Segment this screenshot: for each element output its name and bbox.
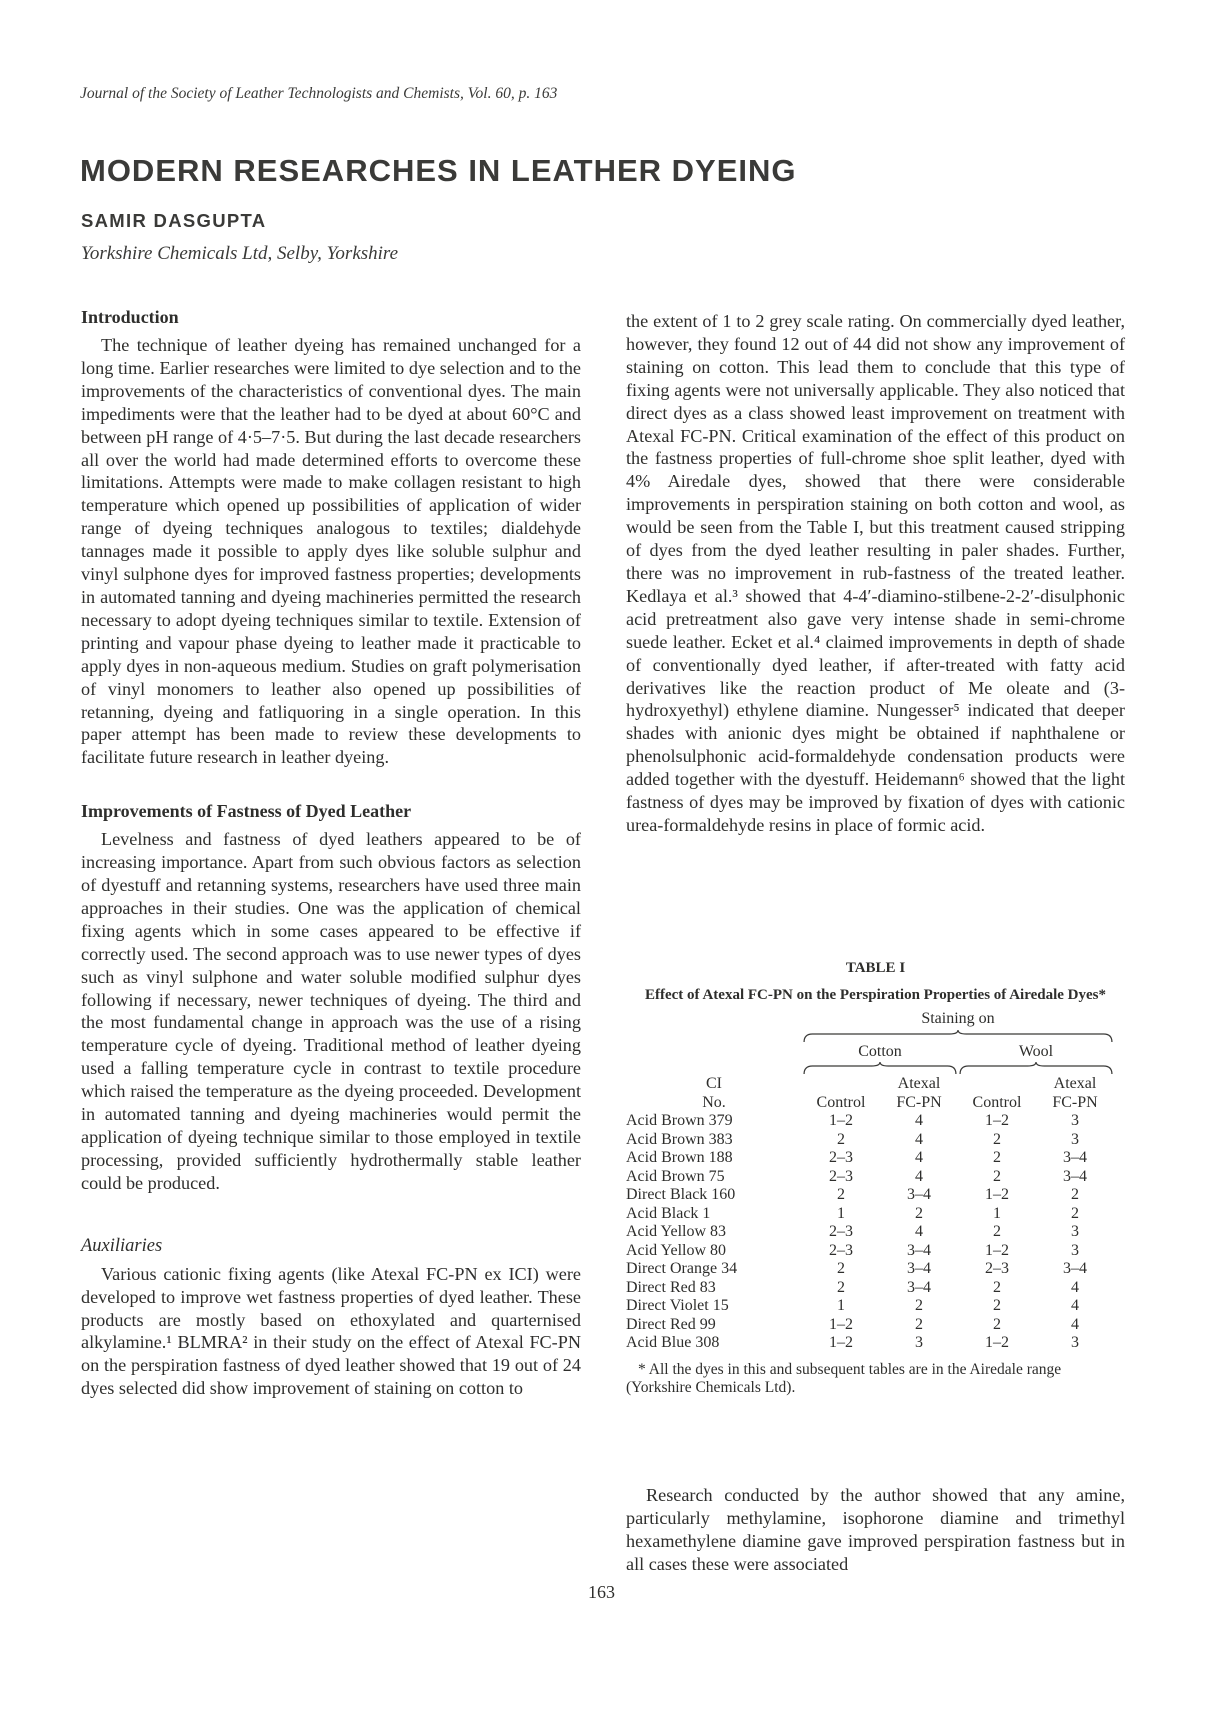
rating-cell: 2 (837, 1260, 845, 1277)
rating-cell: 1 (837, 1204, 845, 1222)
rating-cell: 4 (1071, 1297, 1079, 1314)
brace-cotton (802, 1061, 958, 1075)
header-cotton (802, 1043, 958, 1076)
header-cotton-atexal: Atexal FC-PN (896, 1075, 942, 1111)
rating-cell: 3 (1071, 1112, 1079, 1129)
rating-cell: 2–3 (829, 1241, 853, 1259)
rating-cell: 3 (1071, 1223, 1079, 1240)
table-body (626, 1112, 1114, 1353)
table-row (626, 1334, 1114, 1353)
rating-cell: 3–4 (907, 1278, 931, 1296)
dye-name: Direct Black 160 (626, 1186, 736, 1203)
rating-cell: 1–2 (829, 1334, 853, 1351)
right-column (626, 310, 1125, 837)
rating-cell: 2 (1071, 1204, 1079, 1222)
rating-cell: 1 (837, 1297, 845, 1314)
header-wool-control: Control (972, 1093, 1022, 1111)
rating-cell: 2 (993, 1130, 1001, 1148)
table-row (626, 1131, 1114, 1150)
rating-cell: 4 (915, 1223, 923, 1240)
rating-cell: 2–3 (829, 1223, 853, 1240)
article-title: MODERN RESEARCHES IN LEATHER DYEING (80, 153, 797, 188)
header-ci: CI (706, 1075, 722, 1092)
rating-cell: 3 (1071, 1241, 1079, 1259)
rating-cell: 2 (993, 1149, 1001, 1166)
rating-cell: 3 (1071, 1334, 1079, 1351)
table-row (626, 1279, 1114, 1298)
header-ci-no (626, 1075, 802, 1112)
rating-cell: 2 (915, 1297, 923, 1314)
header-staining-on (802, 1010, 1114, 1043)
introduction-paragraph: The technique of leather dyeing has remained unchanged for a long time. Earlier researches were limited to dye selection and to the improvements of the characteristics of conventional dyes. The main impediments were that the leather had to be dyed at about 60°C and between pH range of 4·5–7·5. But during the last decade researchers all over the world had made determined efforts to overcome these limitations. Attempts were made to make collagen resistant to high temperature which opened up possibilities of application of wider range of dyeing techniques analogous to textiles; dialdehyde tannages made it possible to apply dyes like soluble sulphur and vinyl sulphone dyes for improved fastness properties; developments in automated tanning and dyeing machineries permitted the research necessary to adopt dyeing techniques similar to textile. Extension of printing and vapour phase dyeing to leather made it practicable to apply dyes in non-aqueous medium. Studies on graft polymerisation of vinyl monomers to leather also opened up possibilities of retanning, dyeing and fatliquoring in a single operation. In this paper attempt has been made to review these developments to facilitate future research in leather dyeing. (81, 335, 581, 768)
rating-cell: 4 (1071, 1315, 1079, 1333)
rating-cell: 4 (915, 1167, 923, 1185)
author-name: SAMIR DASGUPTA (81, 210, 267, 231)
rating-cell: 4 (915, 1112, 923, 1129)
left-column (81, 306, 581, 1400)
rating-cell: 1–2 (985, 1241, 1009, 1259)
rating-cell: 2 (837, 1278, 845, 1296)
table-1 (626, 960, 1125, 1397)
rating-cell: 2 (993, 1223, 1001, 1240)
rating-cell: 1–2 (985, 1112, 1009, 1129)
header-staining-on-label: Staining on (921, 1010, 995, 1027)
dye-name: Direct Orange 34 (626, 1260, 738, 1277)
table-row (626, 1112, 1114, 1131)
rating-cell: 2–3 (829, 1167, 853, 1185)
table-row (626, 1168, 1114, 1187)
dye-name: Acid Black 1 (626, 1204, 711, 1222)
table-row (626, 1205, 1114, 1224)
table-row (626, 1149, 1114, 1168)
author-affiliation: Yorkshire Chemicals Ltd, Selby, Yorkshire (81, 243, 399, 264)
header-no: No. (702, 1093, 726, 1111)
rating-cell: 2 (993, 1315, 1001, 1333)
rating-cell: 4 (1071, 1278, 1079, 1296)
dye-name: Acid Brown 379 (626, 1112, 733, 1129)
rating-cell: 4 (915, 1130, 923, 1148)
rating-cell: 3–4 (1063, 1149, 1087, 1166)
staining-table (626, 1010, 1114, 1353)
rating-cell: 4 (915, 1149, 923, 1166)
rating-cell: 1 (993, 1204, 1001, 1222)
header-wool-label: Wool (1018, 1042, 1054, 1060)
rating-cell: 2 (837, 1186, 845, 1203)
table-row (626, 1297, 1114, 1316)
subsection-heading-auxiliaries: Auxiliaries (81, 1235, 163, 1256)
rating-cell: 2–3 (829, 1149, 853, 1166)
dye-name: Direct Red 83 (626, 1278, 716, 1296)
dye-name: Acid Brown 188 (626, 1149, 733, 1166)
section-heading-introduction: Introduction (81, 307, 179, 327)
table-caption: Effect of Atexal FC-PN on the Perspiration Properties of Airedale Dyes* (644, 987, 1106, 1003)
rating-cell: 3–4 (907, 1186, 931, 1203)
dye-name: Acid Brown 75 (626, 1167, 725, 1185)
dye-name: Acid Blue 308 (626, 1334, 720, 1351)
rating-cell: 1–2 (985, 1334, 1009, 1351)
rating-cell: 2 (915, 1315, 923, 1333)
table-label: TABLE I (845, 960, 906, 976)
brace-staining-on (802, 1029, 1114, 1043)
rating-cell: 2 (1071, 1186, 1079, 1203)
rating-cell: 2 (993, 1297, 1001, 1314)
page-number: 163 (588, 1582, 615, 1602)
header-wool (958, 1043, 1114, 1076)
header-wool-atexal: Atexal FC-PN (1052, 1075, 1098, 1111)
dye-name: Acid Yellow 83 (626, 1223, 727, 1240)
rating-cell: 3–4 (907, 1241, 931, 1259)
rating-cell: 3–4 (1063, 1167, 1087, 1185)
auxiliaries-paragraph-continued: the extent of 1 to 2 grey scale rating. On commercially dyed leather, however, they found 12 out of 44 did not show any improvement of staining on cotton. This lead them to conclude that this type of fixing agents were not universally applicable. They also noticed that direct dyes as a class showed least improvement on treatment with Atexal FC-PN. Critical examination of the effect of this product on the fastness properties of full-chrome shoe split leather, dyed with 4% Airedale dyes, showed that there were considerable improvements in perspiration staining on both cotton and wool, as would be seen from the Table I, but this treatment caused stripping of dyes from the dyed leather resulting in paler shades. Further, there was no improvement in rub-fastness of the treated leather. Kedlaya et al.³ showed that 4-4′-diamino-stilbene-2-2′-disulphonic acid pretreatment also gave very intense shade in semi-chrome suede leather. Ecket et al.⁴ claimed improvements in depth of shade of conventionally dyed leather, if after-treated with fatty acid derivatives like the reaction product of Me oleate and (3-hydroxyethyl) ethylene diamine. Nungesser⁵ indicated that deeper shades with anionic dyes might be obtained if naphthalene or phenolsulphonic acid-formaldehyde condensation products were added together with the dyestuff. Heidemann⁶ showed that the light fastness of dyes may be improved by fixation of dyes with cationic urea-formaldehyde resins in place of formic acid. (626, 311, 1125, 835)
table-footnote: * All the dyes in this and subsequent tables are in the Airedale range (Yorkshire Chemicals Ltd). (626, 1360, 1062, 1396)
rating-cell: 2 (837, 1130, 845, 1148)
rating-cell: 3 (915, 1334, 923, 1351)
rating-cell: 2–3 (985, 1260, 1009, 1277)
rating-cell: 3 (1071, 1130, 1079, 1148)
rating-cell: 1–2 (985, 1186, 1009, 1203)
dye-name: Direct Red 99 (626, 1315, 716, 1333)
research-paragraph: Research conducted by the author showed that any amine, particularly methylamine, isophorone diamine and trimethyl hexamethylene diamine gave improved perspiration fastness but in all cases these were associated (626, 1485, 1125, 1574)
dye-name: Direct Violet 15 (626, 1297, 729, 1314)
rating-cell: 2 (993, 1278, 1001, 1296)
table-row (626, 1316, 1114, 1335)
fastness-paragraph: Levelness and fastness of dyed leathers appeared to be of increasing importance. Apart from such obvious factors as selection of dyestuff and retanning systems, researchers have used three main approaches in their studies. One was the application of chemical fixing agents which in some cases appeared to be effective if correctly used. The second approach was to use newer types of dyes such as vinyl sulphone and water soluble modified sulphur dyes following if necessary, newer techniques of dyeing. The third and the most fundamental change in approach was the use of a rising temperature cycle of dyeing. Traditional method of leather dyeing used a falling temperature cycle in contrast to textile procedure which raised the temperature as the dyeing proceeded. Development in automated tanning and dyeing machineries would permit the application of dyeing technique similar to those employed in textile processing, provided sufficiently hydrothermally stable leather could be produced. (81, 829, 581, 1193)
section-heading-fastness: Improvements of Fastness of Dyed Leather (81, 801, 412, 822)
rating-cell: 1–2 (829, 1112, 853, 1129)
table-row (626, 1260, 1114, 1279)
brace-wool (958, 1061, 1114, 1075)
rating-cell: 3–4 (907, 1260, 931, 1277)
table-row (626, 1186, 1114, 1205)
dye-name: Acid Yellow 80 (626, 1241, 727, 1259)
rating-cell: 1–2 (829, 1315, 853, 1333)
header-cotton-control: Control (816, 1093, 866, 1111)
dye-name: Acid Brown 383 (626, 1130, 733, 1148)
rating-cell: 2 (993, 1167, 1001, 1185)
post-table-text (626, 1484, 1125, 1576)
header-cotton-label: Cotton (858, 1042, 902, 1060)
rating-cell: 3–4 (1063, 1260, 1087, 1277)
table-row (626, 1242, 1114, 1261)
table-row (626, 1223, 1114, 1242)
rating-cell: 2 (915, 1204, 923, 1222)
running-head: Journal of the Society of Leather Technologists and Chemists, Vol. 60, p. 163 (80, 85, 558, 102)
auxiliaries-paragraph: Various cationic fixing agents (like Atexal FC-PN ex ICI) were developed to improve wet fastness properties of dyed leather. These products are mostly based on ethoxylated and quarternised alkylamine.¹ BLMRA² in their study on the effect of Atexal FC-PN on the perspiration fastness of dyed leather showed that 19 out of 24 dyes selected did show improvement of staining on cotton to (81, 1263, 581, 1399)
